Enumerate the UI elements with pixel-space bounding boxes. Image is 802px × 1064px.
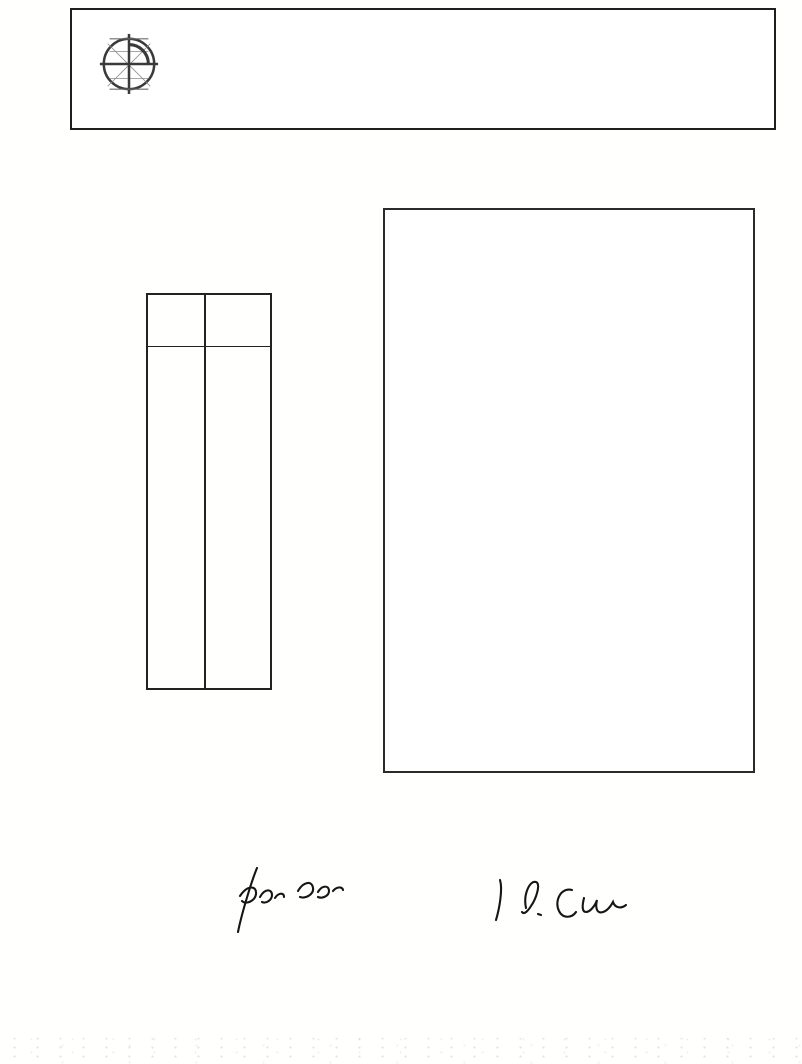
signature-block-managing-director [443,844,663,944]
chart-container [383,208,755,773]
page-total-row [624,40,676,60]
csi-logo [98,30,169,96]
scan-noise [0,1038,802,1064]
signature-pasqualino-cau [468,864,638,938]
freq-table-body [148,347,270,358]
col-d-header [204,295,270,346]
chart-svg [385,210,753,771]
frequency-table-header [148,295,270,347]
table-column-divider [204,295,206,688]
signature-block-division-head [170,844,390,944]
report-header [70,8,776,130]
report-number [340,94,362,111]
frequency-table [146,293,272,690]
csi-logo-mark [98,30,160,96]
signature-paolo-mele [200,864,360,938]
col-freq-header [148,295,204,346]
date-row [624,72,676,92]
page-row [624,20,676,40]
page-info-block [624,20,676,92]
